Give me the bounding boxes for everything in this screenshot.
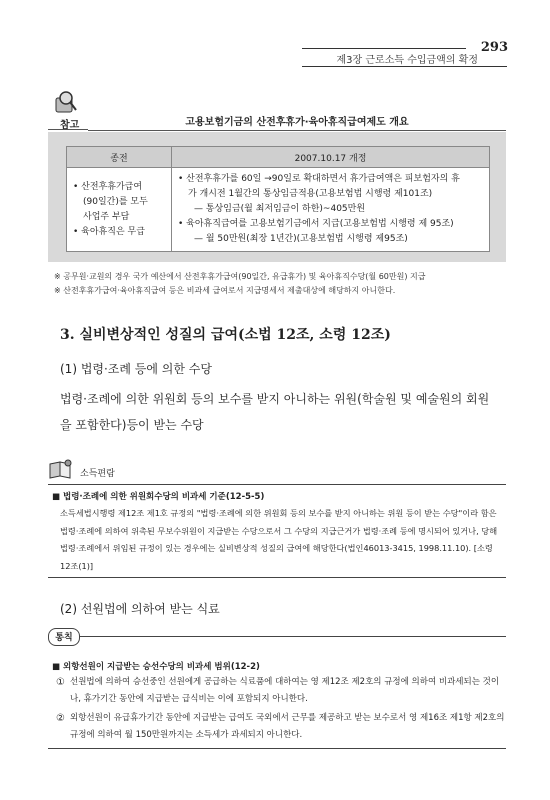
before-item: 사업주 부담 — [83, 211, 130, 222]
reference-rule — [48, 129, 88, 130]
item-number: ① — [56, 677, 65, 688]
after-cell — [172, 168, 490, 252]
subsection-title-2: (2) 선원법에 의하여 받는 식료 — [60, 602, 220, 616]
before-item: • 육아휴직은 무급 — [73, 226, 145, 237]
reference-table — [66, 146, 490, 252]
item-text: 선원법에 의하여 승선중인 선원에게 공급하는 식료품에 대하여는 영 제12조 제2호의 규정에 의하여 비과세되는 것이나, 휴가기간 동안에 지급받는 급식비는 이에 포함되지 아니한다. — [70, 677, 500, 704]
after-item: — 월 50만원(최장 1년간)(고용보험법 시행령 제95조) — [194, 234, 408, 244]
page-number: 293 — [480, 40, 508, 55]
tongchik-item — [56, 674, 506, 708]
handbook-heading: ■ 법령·조례에 의한 위원회수당의 비과세 기준(12-5-5) — [52, 492, 265, 502]
tongchik-bottom-rule — [48, 748, 506, 749]
header-rule — [302, 48, 466, 49]
col-before-header: 종전 — [67, 147, 172, 168]
reference-notes — [54, 270, 425, 298]
section-title: 3. 실비변상적인 성질의 급여(소법 12조, 소령 12조) — [60, 327, 391, 343]
tongchik-label: 통칙 — [55, 633, 73, 643]
col-after-header: 2007.10.17 개정 — [172, 147, 490, 168]
note: ※ 공무원·교원의 경우 국가 예산에서 산전후휴가급여(90일간, 유급휴가) 및 육아휴직수당(월 60만원) 지급 — [54, 272, 426, 281]
after-item: • 산전후휴가를 60일 →90일로 확대하면서 휴가급여액은 피보험자의 휴 — [178, 174, 460, 184]
before-cell — [67, 168, 172, 252]
tongchik-rule — [80, 636, 506, 637]
reference-label: 참고 — [60, 120, 80, 131]
before-item: (90일간)를 모두 — [83, 196, 148, 207]
item-text: 외항선원이 유급휴가기간 동안에 지급받는 급여도 국외에서 근무를 제공하고 받는 보수로서 영 제16조 제1항 제2호의 규정에 의하여 월 150만원까지는 소득세가 과세되지 아니한다. — [70, 713, 505, 740]
tongchik-item — [56, 710, 506, 744]
note: ※ 산전후휴가급여·육아휴직급여 등은 비과세 급여로서 지급명세서 제출대상에 해당하지 아니한다. — [54, 286, 396, 295]
chapter-title: 제3장 근로소득 수입금액의 확정 — [336, 55, 478, 66]
after-item: • 육아휴직급여를 고용보험기금에서 지급(고용보험법 시행령 제 95조) — [178, 219, 454, 229]
after-item: 가 개시전 1월간의 통상임금적용(고용보험법 시행령 제101조) — [188, 189, 433, 199]
magnifier-icon — [50, 88, 80, 118]
subsection-title: (1) 법령·조례 등에 의한 수당 — [60, 362, 212, 376]
header-underline — [302, 66, 507, 67]
body-paragraph: 법령·조례에 의한 위원회 등의 보수를 받지 아니하는 위원(학술원 및 예술원의 회원을 포함한다)등이 받는 수당 — [60, 392, 490, 432]
book-icon — [48, 458, 74, 480]
after-item: — 통상임금(월 최저임금이 하한)~405만원 — [194, 204, 366, 214]
before-item: • 산전후휴가급여 — [73, 181, 143, 192]
handbook-body: 소득세법시행령 제12조 제1호 규정의 "법령·조례에 의한 위원회 등의 보수를 받지 아니하는 위원 등이 받는 수당"이라 함은 법령·조례에 의하여 위촉된 무보수위원이 지급받는 수당으로서 그 수당의 지급근거가 법령·조례 등에 명시되어 있거나, 당해 법령·조례에서 위임된 규정이 있는 경우에는 실비변상적 성질의 급여에 해당한다(법인46013-3415, 1998.11.10). [소령 12조(1)] — [60, 508, 498, 571]
reference-title: 고용보험기금의 산전후휴가·육아휴직급여제도 개요 — [185, 117, 409, 128]
tongchik-heading: ■ 외항선원이 지급받는 승선수당의 비과세 범위(12-2) — [52, 662, 260, 672]
handbook-label: 소득편람 — [80, 469, 115, 479]
item-number: ② — [56, 713, 65, 724]
